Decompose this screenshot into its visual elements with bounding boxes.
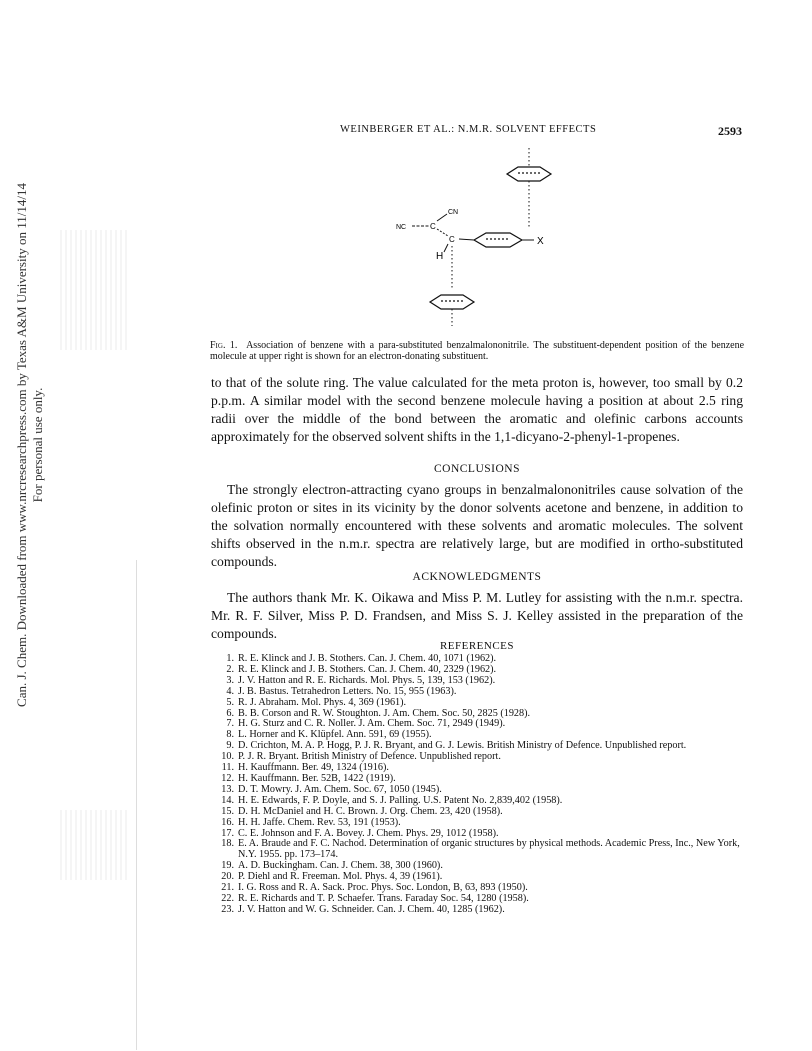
caption-label: Fig. 1. — [210, 340, 238, 351]
running-title: WEINBERGER ET AL.: N.M.R. SOLVENT EFFECTS — [340, 124, 597, 135]
margin-rule — [136, 560, 137, 1050]
reference-number: 8. — [226, 729, 234, 741]
reference-text: D. Crichton, M. A. P. Hogg, P. J. R. Bryant, and G. J. Lewis. British Ministry of Defence. Unpublished report. — [238, 740, 687, 752]
reference-number: 7. — [226, 718, 234, 730]
reference-item — [214, 839, 744, 861]
bond-h — [444, 244, 448, 252]
reference-text: J. V. Hatton and W. G. Schneider. Can. J. Chem. 40, 1285 (1962). — [238, 903, 505, 915]
reference-number: 22. — [221, 892, 234, 904]
double-bond — [437, 229, 448, 236]
reference-text: H. E. Edwards, F. P. Doyle, and S. J. Palling. U.S. Patent No. 2,839,402 (1958). — [238, 794, 563, 806]
reference-number: 17. — [221, 827, 234, 839]
reference-text: H. G. Sturz and C. R. Noller. J. Am. Chem. Soc. 71, 2949 (1949). — [238, 718, 506, 730]
reference-number: 16. — [221, 816, 234, 828]
reference-text: R. E. Richards and T. P. Schaefer. Trans. Faraday Soc. 54, 1280 (1958). — [238, 892, 529, 904]
reference-number: 10. — [221, 751, 234, 763]
reference-number: 3. — [226, 674, 234, 686]
reference-text: P. Diehl and R. Freeman. Mol. Phys. 4, 39 (1961). — [238, 871, 443, 883]
reference-item — [214, 698, 744, 709]
reference-text: H. Kauffmann. Ber. 52B, 1422 (1919). — [238, 772, 396, 784]
reference-text: H. H. Jaffe. Chem. Rev. 53, 191 (1953). — [238, 816, 401, 828]
bond-cn — [437, 214, 447, 221]
reference-text: R. E. Klinck and J. B. Stothers. Can. J. Chem. 40, 2329 (1962). — [238, 663, 497, 675]
solute-ring — [474, 233, 522, 247]
bond-c-ring — [459, 239, 474, 240]
reference-text: J. B. Bastus. Tetrahedron Letters. No. 15, 955 (1963). — [238, 685, 457, 697]
download-notice-line1: Can. J. Chem. Downloaded from www.nrcresearchpress.com by Texas A&M University on 11/14/14 — [14, 183, 29, 707]
reference-number: 5. — [226, 696, 234, 708]
scan-noise — [60, 230, 130, 350]
download-notice-line2: For personal use only. — [30, 387, 45, 503]
label-c1: C — [430, 222, 436, 231]
reference-text: B. B. Corson and R. W. Stoughton. J. Am. Chem. Soc. 50, 2825 (1928). — [238, 707, 531, 719]
reference-number: 6. — [226, 707, 234, 719]
acknowledgments-text: The authors thank Mr. K. Oikawa and Miss P. M. Lutley for assisting with the n.m.r. spectra. Mr. R. F. Silver, Miss P. D. Frandsen, and Miss S. J. Kelley assisted in the preparation of the compounds. — [211, 590, 743, 641]
caption-text: Association of benzene with a para-substituted benzalmalononitrile. The substituent-dependent position of the benzene molecule at upper right is shown for an electron-donating substituent. — [210, 340, 745, 362]
reference-number: 12. — [221, 772, 234, 784]
label-c2: C — [449, 235, 455, 244]
reference-text: E. A. Braude and F. C. Nachod. Determination of organic structures by physical methods. Academic Press, Inc., New York, N.Y. 1955. pp. 173–174. — [238, 838, 740, 861]
page-number: 2593 — [718, 124, 742, 138]
reference-text: I. G. Ross and R. A. Sack. Proc. Phys. Soc. London, B, 63, 893 (1950). — [238, 882, 528, 894]
reference-number: 13. — [221, 783, 234, 795]
reference-text: R. J. Abraham. Mol. Phys. 4, 369 (1961). — [238, 696, 407, 708]
reference-text: A. D. Buckingham. Can. J. Chem. 38, 300 (1960). — [238, 860, 443, 872]
reference-item — [214, 818, 744, 829]
reference-text: C. E. Johnson and F. A. Bovey. J. Chem. Phys. 29, 1012 (1958). — [238, 827, 499, 839]
label-cn: CN — [448, 209, 459, 216]
references-heading: REFERENCES — [439, 640, 515, 652]
upper-benzene-ring — [507, 167, 551, 181]
reference-text: R. E. Klinck and J. B. Stothers. Can. J. Chem. 40, 1071 (1962). — [238, 653, 497, 664]
reference-list — [214, 654, 744, 916]
reference-number: 9. — [226, 740, 234, 752]
reference-number: 15. — [221, 805, 234, 817]
reference-number: 1. — [226, 653, 234, 664]
reference-item — [214, 687, 744, 698]
paragraph-continuation: to that of the solute ring. The value calculated for the meta proton is, however, too small by 0.2 p.p.m. A similar model with the second benzene molecule having a position at about 2.5 ring radii over the middle of the bond between the aromatic and olefinic carbons accounts approximately for the observed solvent shifts in the 1,1-dicyano-2-phenyl-1-propenes. — [211, 375, 743, 444]
lower-benzene-ring — [430, 295, 474, 309]
reference-number: 4. — [226, 685, 234, 697]
reference-number: 18. — [221, 838, 234, 850]
conclusions-text: The strongly electron-attracting cyano groups in benzalmalononitriles cause solvation of the olefinic proton or sites in its vicinity by the donor solvents acetone and benzene, in addition to the solvation normally encountered with these solvents and aromatic molecules. The solvent shifts observed in the n.m.r. spectra are relatively large, but are modified in ortho-substituted compounds. — [211, 482, 743, 569]
reference-text: L. Horner and K. Klüpfel. Ann. 591, 69 (1955). — [238, 729, 432, 741]
reference-number: 14. — [221, 794, 234, 806]
reference-text: P. J. R. Bryant. British Ministry of Defence. Unpublished report. — [238, 751, 501, 763]
reference-item — [214, 807, 744, 818]
download-notice — [0, 183, 60, 707]
reference-number: 23. — [221, 903, 234, 915]
acknowledgments-heading: ACKNOWLEDGMENTS — [412, 571, 542, 583]
reference-number: 20. — [221, 871, 234, 883]
reference-number: 21. — [221, 882, 234, 894]
reference-number: 19. — [221, 860, 234, 872]
reference-text: J. V. Hatton and R. E. Richards. Mol. Phys. 5, 139, 153 (1962). — [238, 674, 496, 686]
reference-item — [214, 905, 744, 916]
reference-number: 2. — [226, 663, 234, 675]
reference-text: D. H. McDaniel and H. C. Brown. J. Org. Chem. 23, 420 (1958). — [238, 805, 503, 817]
scan-noise — [60, 810, 130, 880]
label-h: H — [436, 251, 444, 262]
label-x: X — [537, 236, 544, 247]
reference-number: 11. — [221, 762, 234, 774]
figure-1 — [392, 146, 602, 328]
label-nc: NC — [396, 224, 407, 231]
reference-text: H. Kauffmann. Ber. 49, 1324 (1916). — [238, 762, 389, 774]
reference-text: D. T. Mowry. J. Am. Chem. Soc. 67, 1050 (1945). — [238, 783, 442, 795]
figure-caption — [210, 340, 744, 362]
conclusions-heading: CONCLUSIONS — [433, 463, 520, 475]
